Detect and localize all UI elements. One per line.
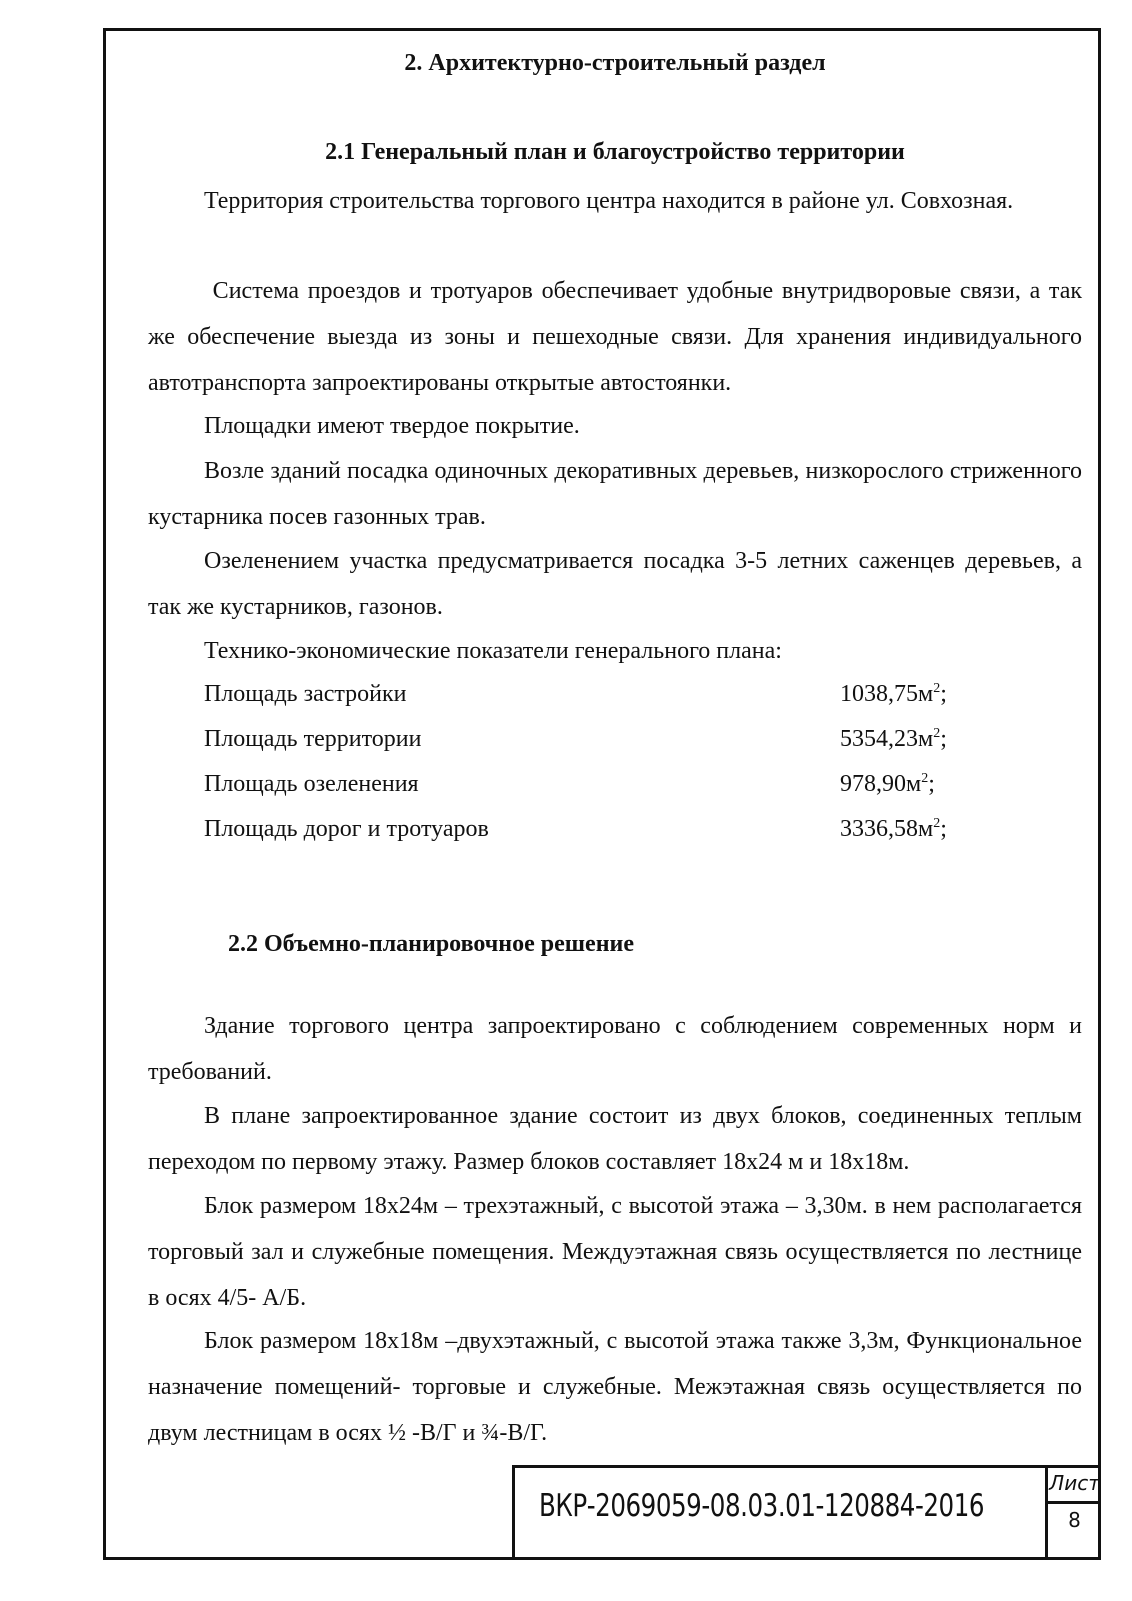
indicator-label: Площадь территории [204,726,422,752]
sheet-box [1045,1468,1101,1560]
title-block-stamp [512,1465,1101,1560]
section-heading-2-2: 2.2 Объемно-планировочное решение [228,931,634,957]
indicator-row [204,681,1082,711]
document-code: ВКР-2069059-08.03.01-120884-2016 [539,1488,985,1524]
indicator-value: $3336,58м^2$; [840,816,947,842]
indicator-row [204,726,1082,756]
indicator-value: $1038,75м^2$; [840,681,947,707]
paragraph [148,1093,1082,1185]
paragraph-text: Озеленением участка предусматривается посадка 3-5 летних саженцев деревьев, а так же кустарников, газонов. [148,548,1082,620]
indicator-label: Площадь застройки [204,681,407,707]
paragraph-text: Территория строительства торгового центра находится в районе ул. Совхозная. [204,188,1014,214]
paragraph-text: Здание торгового центра запроектировано с соблюдением современных норм и требований. [148,1013,1082,1085]
paragraph-text: Блок размером 18х18м –двухэтажный, с высотой этажа также 3,3м, Функциональное назначение помещений- торговые и служебные. Межэтажная связь осуществляется по двум лестницам в осях ½ -В/Г и ¾-В/Г. [148,1328,1082,1446]
indicator-row [204,816,1082,846]
paragraph [148,1183,1082,1321]
paragraph-text: Система проездов и тротуаров обеспечивает удобные внутридворовые связи, а так же обеспечение выезда из зоны и пешеходные связи. Для хранения индивидуального автотранспорта запроектированы открытые автостоянки. [148,278,1082,396]
paragraph [148,403,1082,449]
indicator-value: $5354,23м^2$; [840,726,947,752]
chapter-heading: 2. Архитектурно-строительный раздел [404,50,826,76]
sheet-label: Лист [1048,1468,1101,1504]
paragraph [148,448,1082,540]
indicator-value: $978,90м^2$; [840,771,935,797]
paragraph [148,538,1082,630]
paragraph [148,178,1082,224]
paragraph-text: Площадки имеют твердое покрытие. [204,413,580,439]
section-heading-2-1: 2.1 Генеральный план и благоустройство территории [325,139,905,165]
indicator-label: Площадь дорог и тротуаров [204,816,489,842]
indicator-row [204,771,1082,801]
paragraph [148,1318,1082,1456]
paragraph-text: В плане запроектированное здание состоит из двух блоков, соединенных теплым переходом по первому этажу. Размер блоков составляет 18х24 м и 18х18м. [148,1103,1082,1175]
indicator-label: Площадь озеленения [204,771,419,797]
paragraph [148,1003,1082,1095]
paragraph-text: Блок размером 18х24м – трехэтажный, с высотой этажа – 3,30м. в нем располагается торговый зал и служебные помещения. Междуэтажная связь осуществляется по лестнице в осях 4/5- А/Б. [148,1193,1082,1311]
paragraph [148,268,1082,406]
paragraph [148,628,1082,674]
sheet-number: 8 [1068,1508,1081,1532]
paragraph-text: Технико-экономические показатели генерального плана: [204,638,782,664]
paragraph-text: Возле зданий посадка одиночных декоративных деревьев, низкорослого стриженного кустарника посев газонных трав. [148,458,1082,530]
